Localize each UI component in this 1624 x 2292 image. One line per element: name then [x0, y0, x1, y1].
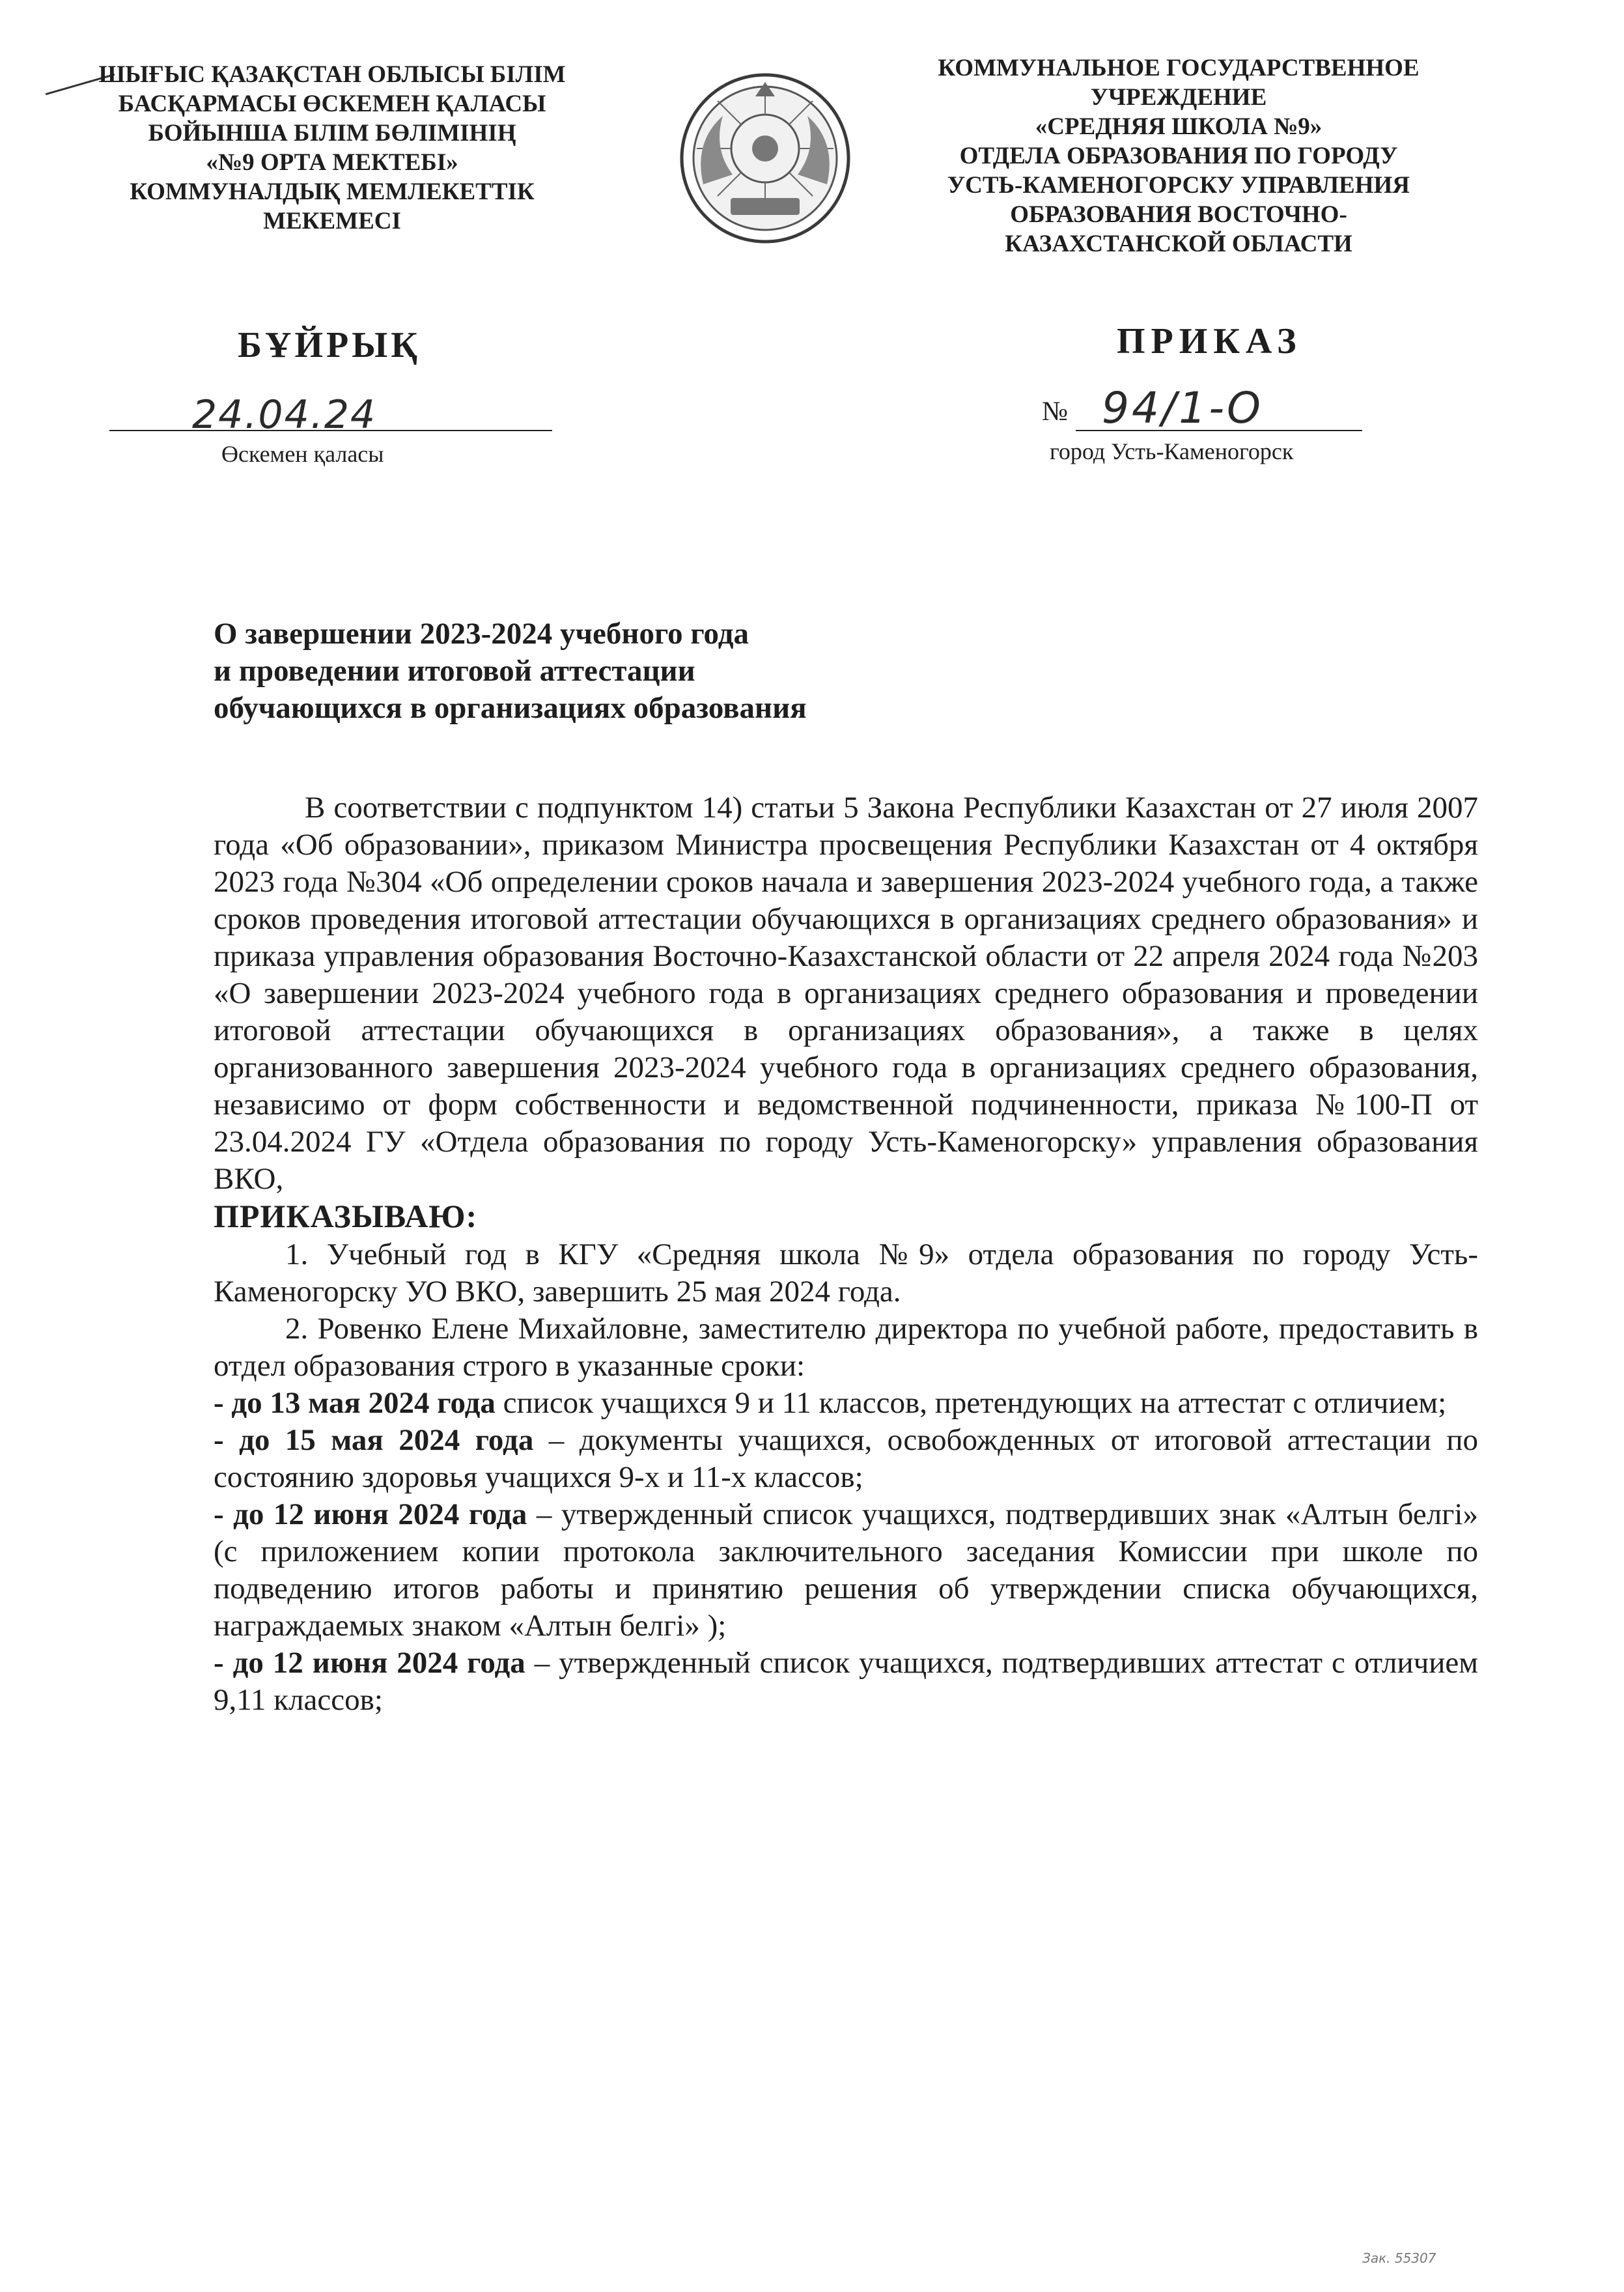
- deadline-text: список учащихся 9 и 11 классов, претендующих на аттестат с отличием;: [495, 1386, 1447, 1420]
- header-kz-line: БОЙЫНША БІЛІМ БӨЛІМІНІҢ: [148, 120, 516, 147]
- header-ru-line: КОММУНАЛЬНОЕ ГОСУДАРСТВЕННОЕ: [938, 55, 1420, 81]
- deadline-item: [214, 1645, 1478, 1719]
- deadline-date: - до 13 мая 2024 года: [214, 1386, 496, 1420]
- deadline-date: - до 12 июня 2024 года: [214, 1497, 527, 1531]
- deadline-text: – утвержденный список учащихся, подтвердивших аттестат с отличием 9,11 классов;: [214, 1646, 1478, 1717]
- item-2-paragraph: 2. Ровенко Елене Михайловне, заместителю директора по учебной работе, предоставить в отдел образования строго в указанные сроки:: [214, 1312, 1478, 1383]
- header-ru-line: КАЗАХСТАНСКОЙ ОБЛАСТИ: [1005, 231, 1352, 257]
- header-kz-line: БАСҚАРМАСЫ ӨСКЕМЕН ҚАЛАСЫ: [118, 91, 546, 117]
- print-order-note: Зак. 55307: [1362, 2250, 1436, 2266]
- preamble-paragraph: [214, 789, 1478, 1236]
- city-ru: город Усть-Каменогорск: [1050, 438, 1294, 464]
- number-underline: [1076, 430, 1362, 431]
- header-ru-line: «СРЕДНЯЯ ШКОЛА №9»: [1035, 113, 1323, 140]
- subject-line: обучающихся в организациях образования: [214, 691, 807, 725]
- subject-line: О завершении 2023-2024 учебного года: [214, 617, 749, 651]
- header-ru-line: УСТЬ-КАМЕНОГОРСКУ УПРАВЛЕНИЯ: [947, 172, 1410, 199]
- deadline-item: [214, 1385, 1478, 1422]
- header-kz-line: КОММУНАЛДЫҚ МЕМЛЕКЕТТІК: [130, 178, 535, 205]
- deadline-date: - до 12 июня 2024 года: [214, 1646, 525, 1680]
- order-title-kz: БҰЙРЫҚ: [238, 325, 421, 365]
- state-emblem-icon: [677, 70, 853, 246]
- command-word: ПРИКАЗЫВАЮ:: [214, 1198, 478, 1234]
- order-date-handwritten: 24.04.24: [192, 392, 377, 438]
- header-ru-line: УЧРЕЖДЕНИЕ: [1090, 84, 1267, 111]
- deadline-item: [214, 1422, 1478, 1496]
- deadline-date: - до 15 мая 2024 года: [214, 1423, 534, 1457]
- order-subject: [214, 615, 1125, 727]
- date-underline: [109, 430, 552, 431]
- deadline-text: – документы учащихся, освобожденных от итоговой аттестации по состоянию здоровья учащихся 9-х и 11-х классов;: [214, 1423, 1478, 1494]
- city-kz: Өскемен қаласы: [221, 441, 384, 467]
- item-1-paragraph: 1. Учебный год в КГУ «Средняя школа №9» отдела образования по городу Усть-Каменогорску УО ВКО, завершить 25 мая 2024 года.: [214, 1238, 1478, 1309]
- deadline-text: – утвержденный список учащихся, подтвердивших знак «Алтын белгі» (с приложением копии протокола заключительного заседания Комиссии при школе по подведению итогов работы и принятию решения об утверждении списка обучающихся, награждаемых знаком «Алтын белгі» );: [214, 1497, 1478, 1643]
- order-number-handwritten: 94/1-О: [1102, 383, 1263, 433]
- order-number-sign: №: [1042, 397, 1069, 427]
- preamble-text: В соответствии с подпунктом 14) статьи 5 Закона Республики Казахстан от 27 июля 2007 года «Об образовании», приказом Министра просвещения Республики Казахстан от 4 октября 2023 года №304 «Об определении сроков начала и завершения 2023-2024 учебного года, а также сроков проведения итоговой аттестации обучающихся в организациях среднего образования» и приказа управления образования Восточно-Казахстанской области от 22 апреля 2024 года №203 «О завершении 2023-2024 учебного года в организациях среднего образования и проведении итоговой аттестации обучающихся в организациях образования», а также в целях организованного завершения 2023-2024 учебного года в организациях среднего образования, независимо от форм собственности и ведомственной подчиненности, приказа №100-П от 23.04.2024 ГУ «Отдела образования по городу Усть-Каменогорску» управления образования ВКО,: [214, 791, 1478, 1196]
- header-kz-line: ШЫҒЫС ҚАЗАҚСТАН ОБЛЫСЫ БІЛІМ: [98, 61, 566, 88]
- header-ru-institution: [879, 53, 1478, 259]
- order-title-ru: ПРИКАЗ: [1117, 321, 1302, 361]
- header-kz-line: МЕКЕМЕСІ: [263, 208, 401, 234]
- header-ru-line: ОБРАЗОВАНИЯ ВОСТОЧНО-: [1010, 201, 1347, 228]
- header-kz-institution: [85, 60, 580, 236]
- header-kz-line: «№9 ОРТА МЕКТЕБІ»: [206, 149, 458, 176]
- deadline-item: [214, 1496, 1478, 1645]
- order-body: [214, 789, 1478, 1719]
- subject-line: и проведении итоговой аттестации: [214, 654, 695, 688]
- header-ru-line: ОТДЕЛА ОБРАЗОВАНИЯ ПО ГОРОДУ: [959, 143, 1398, 169]
